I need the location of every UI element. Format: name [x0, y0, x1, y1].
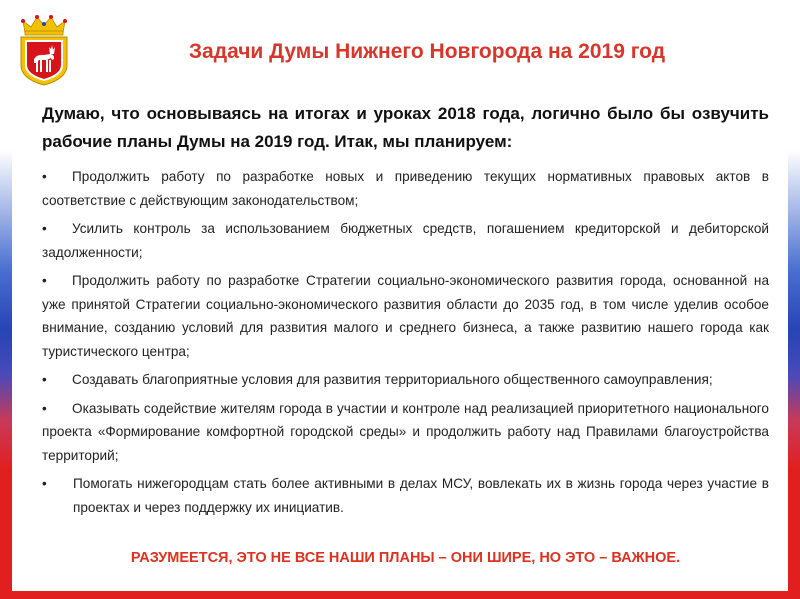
nizhny-novgorod-coat-of-arms-icon — [17, 13, 71, 87]
intro-paragraph: Думаю, что основываясь на итогах и уроках 2018 года, логично было бы озвучить рабочие планы Думы на 2019 год. Итак, мы планируем: — [42, 104, 769, 151]
list-item — [42, 472, 769, 519]
bullet-icon: • — [42, 372, 47, 387]
task-text: Создавать благоприятные условия для развития территориального общественного самоуправления; — [72, 372, 713, 387]
bullet-icon: • — [42, 169, 47, 184]
bullet-icon: • — [42, 221, 47, 236]
task-text: Продолжить работу по разработке Стратегии социально-экономического развития города, основанной на уже принятой Стратегии социально-экономического развития области до 2035 год, в том числе уделив особое внимание, созданию условий для развития малого и среднего бизнеса, а также развитию нашего города как туристического центра; — [42, 273, 769, 359]
list-item — [42, 397, 769, 468]
bullet-icon: • — [42, 476, 47, 491]
task-text: Оказывать содействие жителям города в участии и контроле над реализацией приоритетного национального проекта «Формирование комфортной городской среды» и продолжить работу над Правилами благоустройства территорий; — [42, 400, 769, 463]
task-text: Усилить контроль за использованием бюджетных средств, погашением кредиторской и дебиторской задолженности; — [42, 221, 769, 260]
list-item — [42, 217, 769, 264]
bullet-icon: • — [42, 273, 47, 288]
slide-panel — [12, 5, 788, 591]
bullet-icon: • — [42, 400, 47, 416]
list-item — [42, 368, 769, 392]
task-text: Помогать нижегородцам стать более активными в делах МСУ, вовлекать их в жизнь города через участие в проектах и через поддержку их инициатив. — [73, 476, 769, 515]
task-list — [42, 165, 769, 524]
closing-statement: РАЗУМЕЕТСЯ, ЭТО НЕ ВСЕ НАШИ ПЛАНЫ – ОНИ ШИРЕ, НО ЭТО – ВАЖНОЕ. — [130, 550, 681, 566]
list-item — [42, 269, 769, 363]
list-item — [42, 165, 769, 212]
slide-title: Задачи Думы Нижнего Новгорода на 2019 год — [188, 40, 666, 63]
task-text: Продолжить работу по разработке новых и приведению текущих нормативных правовых актов в соответствие с действующим законодательством; — [42, 169, 769, 208]
